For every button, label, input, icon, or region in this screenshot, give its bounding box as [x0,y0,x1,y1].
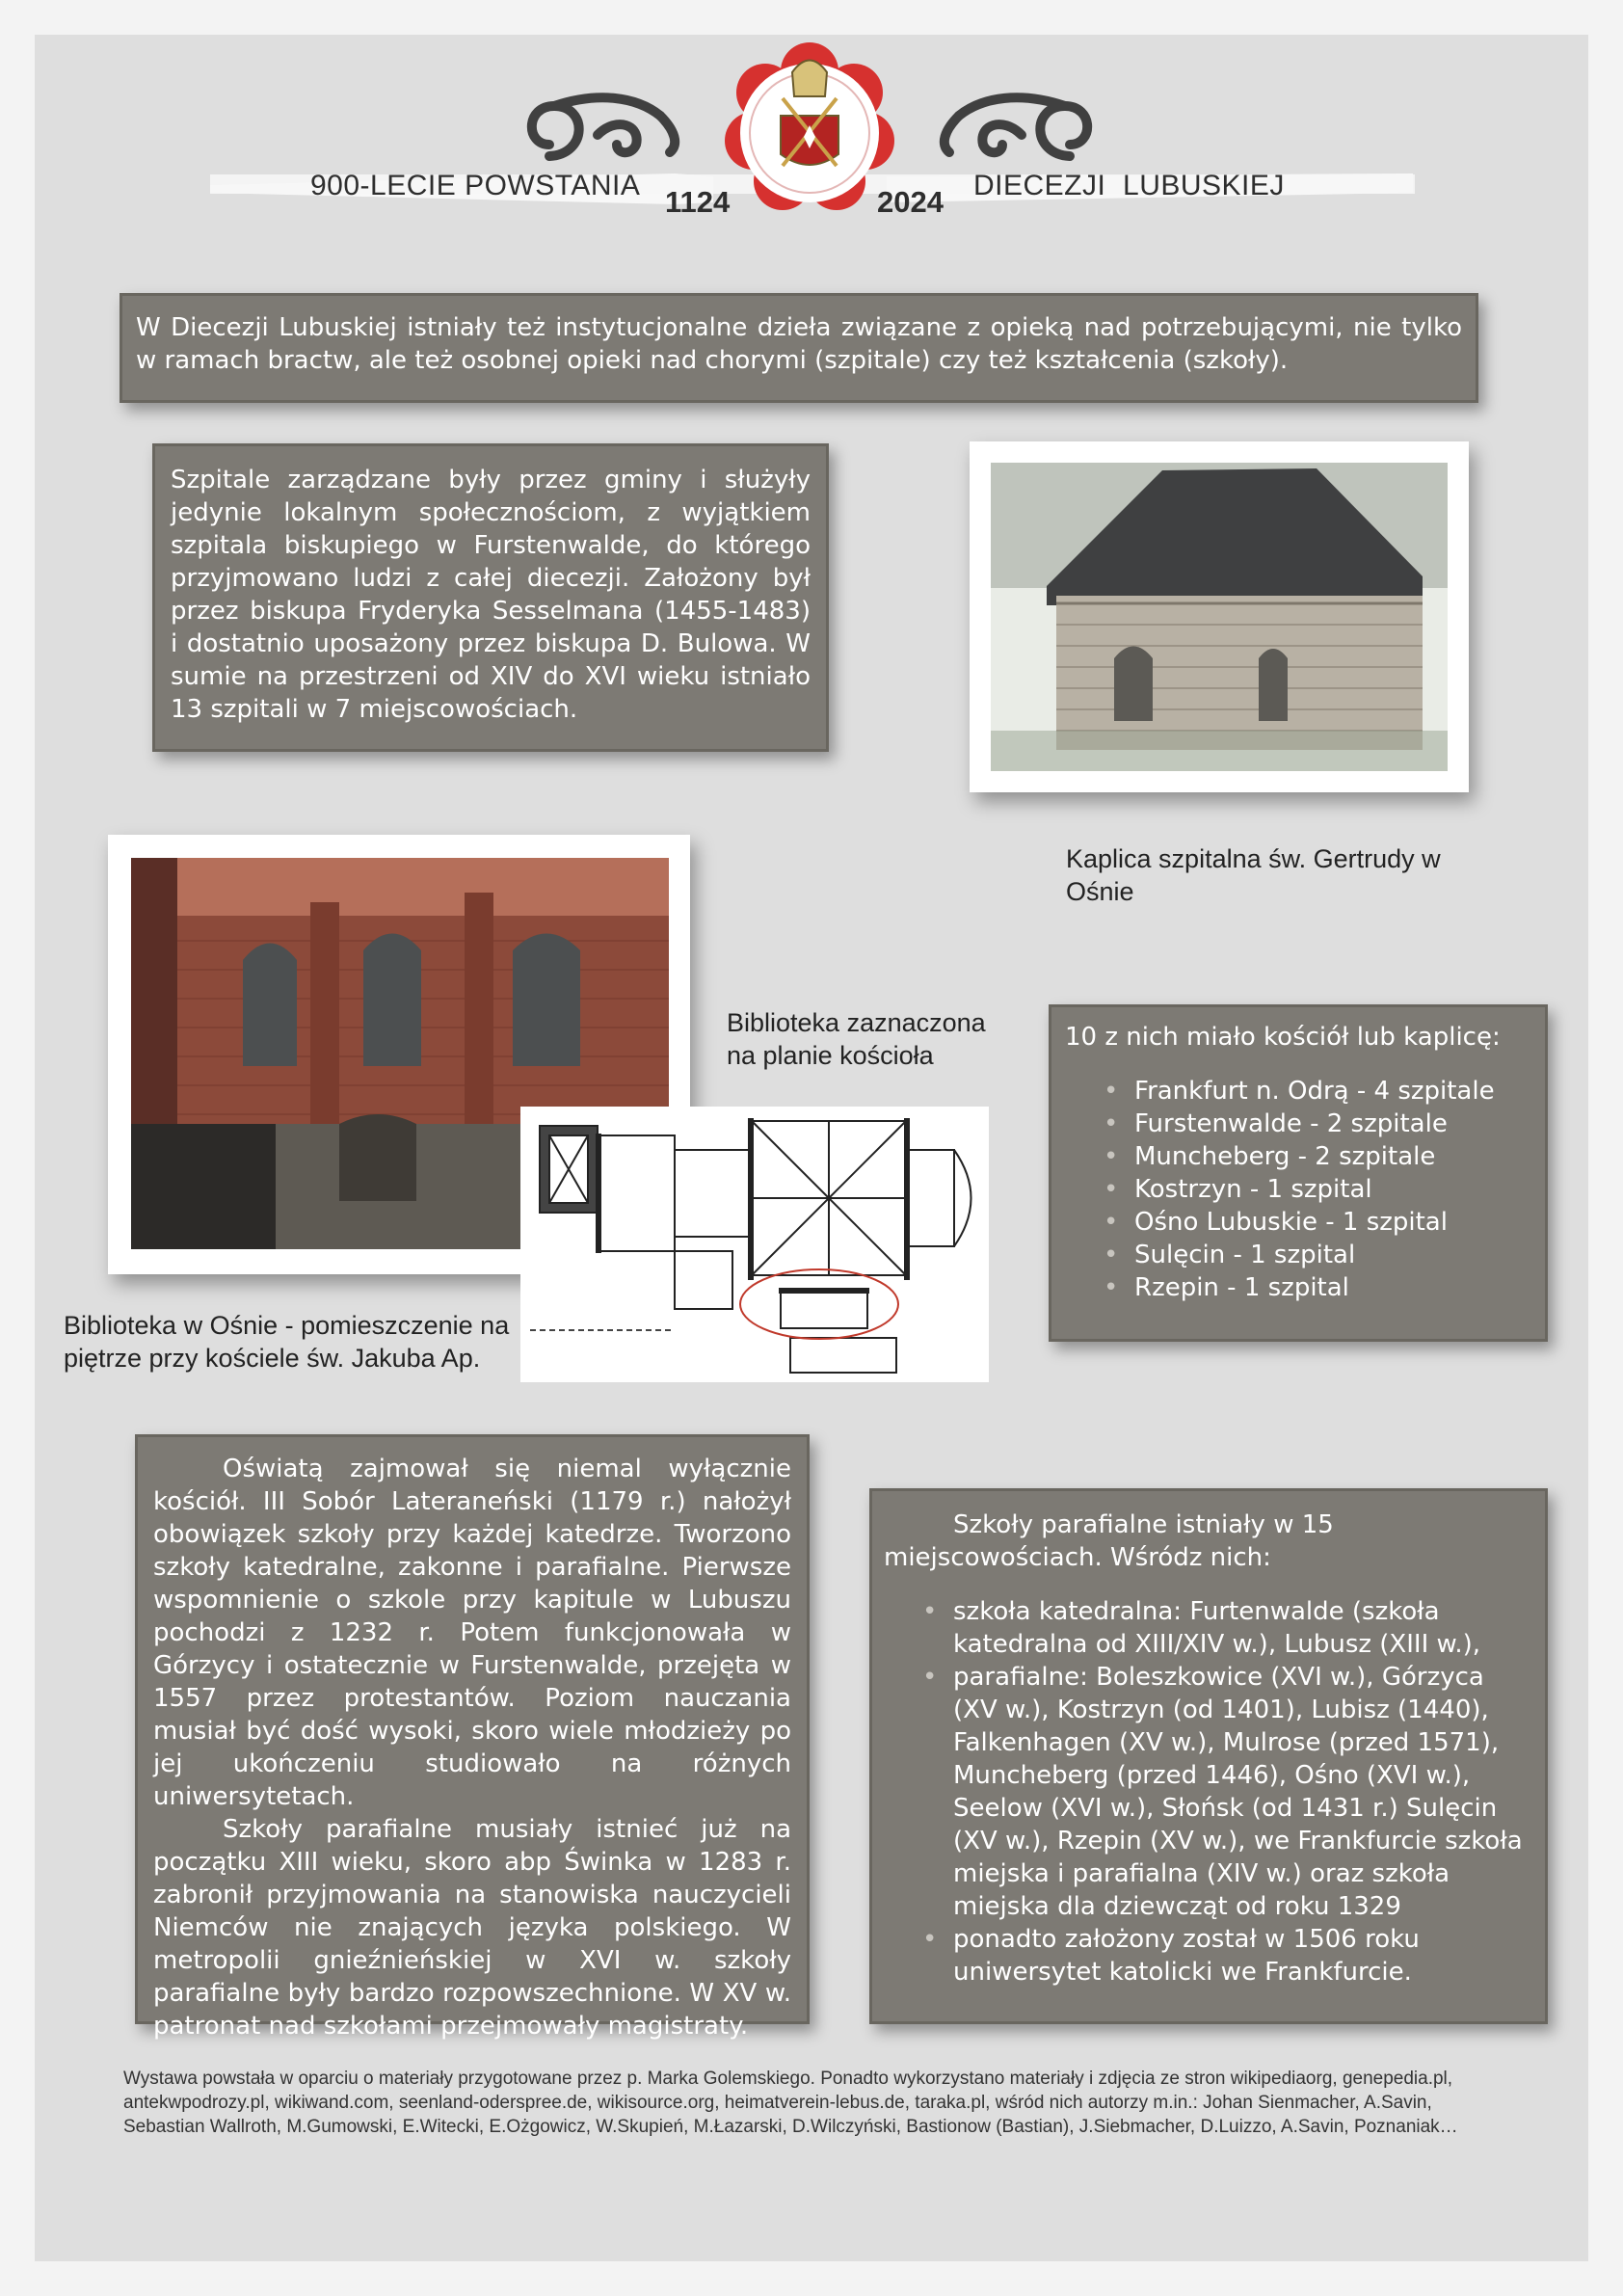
schools-box [869,1488,1548,2024]
header-right-text: DIECEZJI LUBUSKIEJ [973,170,1285,201]
header-left-text: 900-LECIE POWSTANIA [310,170,641,201]
library-caption: Biblioteka w Ośnie - pomieszczenie na piętrze przy kościele św. Jakuba Ap. [64,1311,510,1373]
education-paragraph-2: Szkoły parafialne musiały istnieć już na początku XIII wieku, skoro abp Świnka w 1283 r. zabronił przyjmowania na stanowiska nauczycieli Niemców nie znających języka polskiego. W metropolii gnieźnieńskiej w XVI w. szkoły parafialne były bardzo rozpowszechnione. W XV w. patronat nad szkołami przejmowały magistraty. [153,1815,791,2041]
intro-box [120,293,1478,403]
hospitals-text: Szpitale zarządzane były przez gminy i służyły jedynie lokalnym społecznościom, z wyjątkiem szpitala biskupiego w Furstenwalde, do którego przyjmowano ludzi z całej diecezji. Założony był przez biskupa Fryderyka Sesselmana (1455-1483) i dostatnio uposażony przez biskupa D. Bulowa. W sumie na przestrzeni od XIV do XVI wieku istniało 13 szpitali w 7 miejscowościach. [171,466,811,724]
schools-list [884,1595,1533,1989]
header-year-end: 2024 [877,185,944,219]
church-plan-image [520,1107,989,1382]
church-plan [520,1107,989,1382]
header [0,0,1623,241]
list-item: • Kostrzyn - 1 szpital [1065,1173,1535,1206]
plan-caption: Biblioteka zaznaczona na planie kościoła [727,1008,986,1070]
left-ornament-icon [532,97,675,156]
chapels-title: 10 z nich miało kościół lub kaplicę: [1065,1023,1501,1052]
list-item: • Ośno Lubuskie - 1 szpital [1065,1206,1535,1239]
education-box [135,1434,810,2041]
chapel-caption: Kaplica szpitalna św. Gertrudy w Ośnie [1066,844,1441,906]
education-paragraph-1: Oświatą zajmował się niemal wyłącznie kościół. III Sobór Lateraneński (1179 r.) nałożył obowiązek szkoły przy każdej katedrze. Tworzono szkoły katedralne, zakonne i parafialne. Pierwsze wspomnienie o szkole przy kapitule w Lubuszu pochodzi z 1232 r. Potem funkcjonowała w Górzycy i ostatecznie w Furstenwalde, przejęta w 1557 przez protestantów. Poziom nauczania musiał być dość wysoki, skoro wiele młodzieży po jej ukończeniu studiowało na różnych uniwersytetach. [153,1455,791,1811]
chapels-box [1049,1004,1548,1342]
chapel-image [970,441,1469,792]
right-ornament-icon [945,97,1087,156]
list-item: • ponadto założony został w 1506 roku uniwersytet katolicki we Frankfurcie. [884,1923,1533,1989]
chapels-list [1065,1075,1535,1304]
schools-intro: Szkoły parafialne istniały w 15 miejscowościach. Wśródz nich: [884,1510,1334,1572]
intro-text: W Diecezji Lubuskiej istniały też instytucjonalne dzieła związane z opieką nad potrzebującymi, nie tylko w ramach bractw, ale też osobnej opieki nad chorymi (szpitale) czy też kształcenia (szkoły). [136,313,1462,375]
list-item: • Furstenwalde - 2 szpitale [1065,1108,1535,1140]
list-item: • Frankfurt n. Odrą - 4 szpitale [1065,1075,1535,1108]
list-item: • Sulęcin - 1 szpital [1065,1239,1535,1271]
list-item: • szkoła katedralna: Furtenwalde (szkoła katedralna od XIII/XIV w.), Lubusz (XIII w.), [884,1595,1533,1661]
footer-credits: Wystawa powstała w oparciu o materiały przygotowane przez p. Marka Golemskiego. Ponadto wykorzystano materiały i zdjęcia ze stron wikipediaorg, genepedia.pl, antekwpodrozy.pl, wikiwand.com, seenland-oderspree.de, wikisource.org, heimatverein-lebus.de, taraka.pl, wśród nich autorzy m.in.: Johan Sienmacher, A.Savin, Sebastian Wallroth, M.Gumowski, E.Witecki, E.Ożgowicz, W.Skupień, M.Łazarski, D.Wilczyński, Bastionow (Bastian), J.Siebmacher, D.Luizzo, A.Savin, Poznaniak… [123,2069,1458,2137]
hospitals-box [152,443,829,752]
list-item: • Rzepin - 1 szpital [1065,1271,1535,1304]
list-item: • Muncheberg - 2 szpitale [1065,1140,1535,1173]
header-ribbon [0,0,1623,241]
list-item: • parafialne: Boleszkowice (XVI w.), Górzyca (XV w.), Kostrzyn (od 1401), Lubisz (1440), Falkenhagen (XV w.), Mulrose (przed 1571), Muncheberg (przed 1446), Ośno (XVI w.), Seelow (XVI w.), Słońsk (od 1431 r.) Sulęcin (XV w.), Rzepin (XV w.), we Frankfurcie szkoła miejska i parafialna (XIV w.) oraz szkoła miejska dla dziewcząt od roku 1329 [884,1661,1533,1923]
header-year-start: 1124 [665,185,731,219]
chapel-photo [970,441,1469,792]
